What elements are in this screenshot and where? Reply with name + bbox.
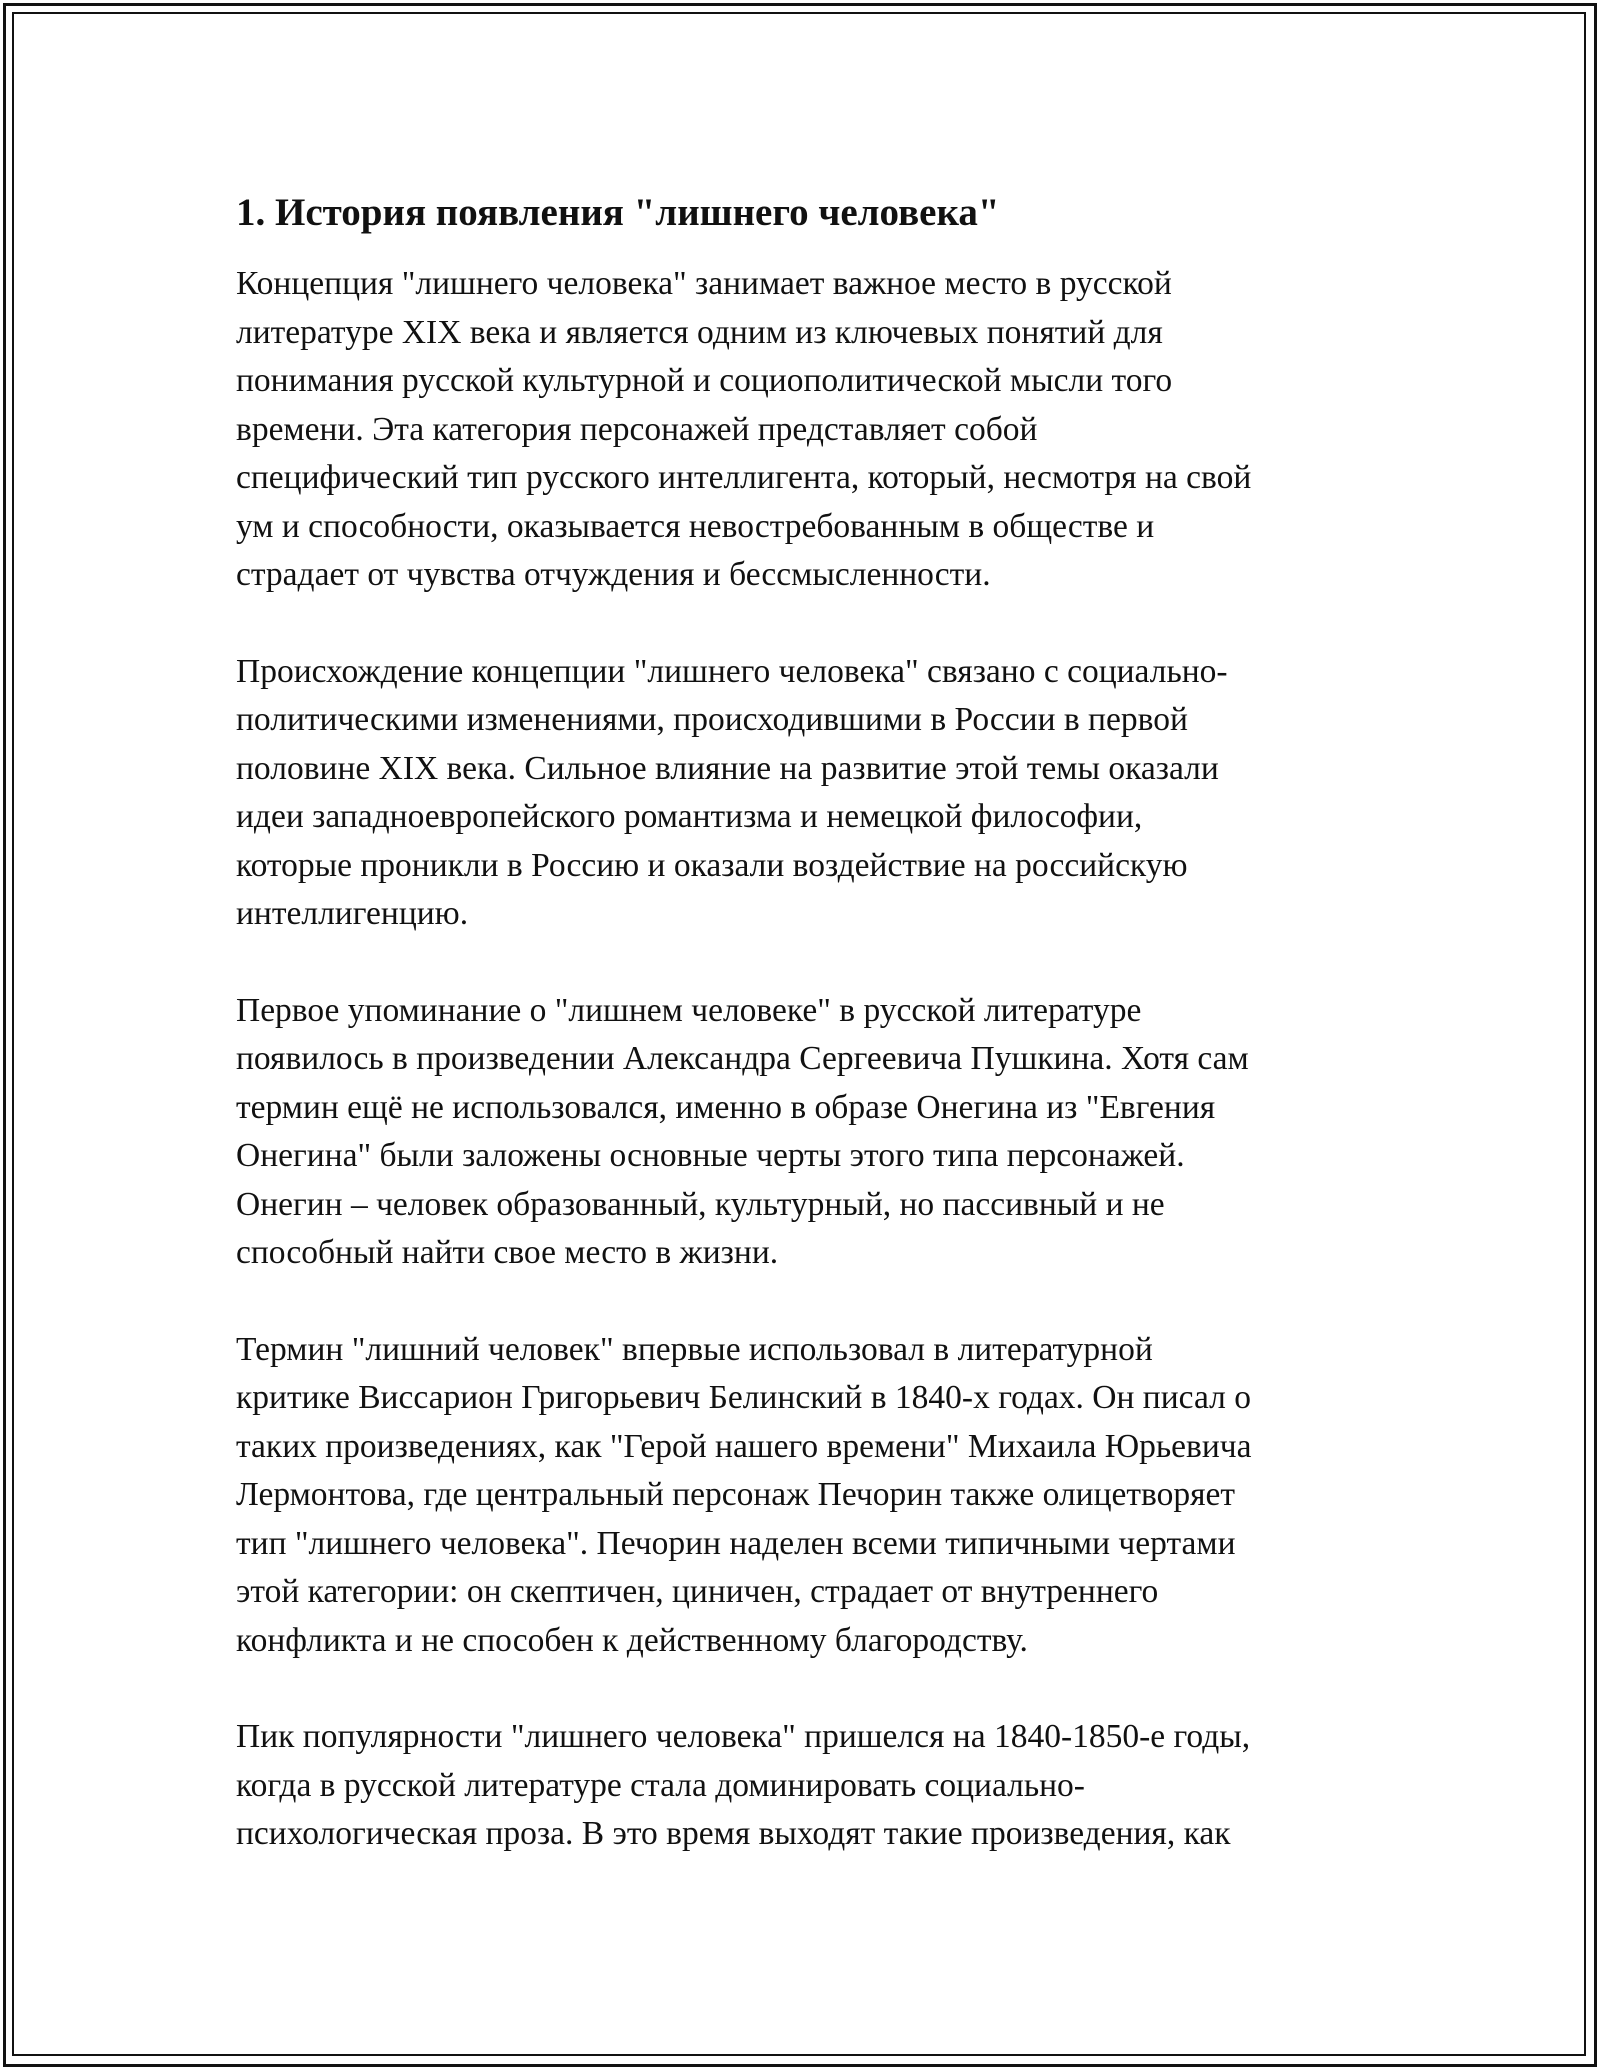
- text-line: тип "лишнего человека". Печорин наделен всеми типичными чертами: [236, 1524, 1236, 1562]
- section-heading: 1. История появления "лишнего человека": [236, 191, 1000, 234]
- text-line: Лермонтова, где центральный персонаж Печорин также олицетворяет: [236, 1476, 1236, 1513]
- text-line: Первое упоминание о "лишнем человеке" в русской литературе: [236, 991, 1142, 1029]
- text-line: термин ещё не использовался, именно в образе Онегина из "Евгения: [236, 1088, 1216, 1126]
- text-line: Онегин – человек образованный, культурный, но пассивный и не: [236, 1185, 1165, 1223]
- text-line: когда в русской литературе стала доминировать социально-: [236, 1766, 1085, 1804]
- text-line: половине XIX века. Сильное влияние на развитие этой темы оказали: [236, 749, 1219, 787]
- text-line: страдает от чувства отчуждения и бессмысленности.: [236, 556, 991, 593]
- text-line: способный найти свое место в жизни.: [236, 1234, 779, 1271]
- text-line: времени. Эта категория персонажей представляет собой: [236, 410, 1038, 448]
- text-line: Пик популярности "лишнего человека" пришелся на 1840-1850-е годы,: [236, 1718, 1251, 1755]
- text-line: понимания русской культурной и социополитической мысли того: [236, 362, 1173, 399]
- text-line: критике Виссарион Григорьевич Белинский в 1840-х годах. Он писал о: [236, 1379, 1251, 1416]
- text-line: психологическая проза. В это время выходят такие произведения, как: [236, 1815, 1231, 1852]
- text-line: таких произведениях, как "Герой нашего времени" Михаила Юрьевича: [236, 1427, 1252, 1465]
- text-line: Онегина" были заложены основные черты этого типа персонажей.: [236, 1137, 1185, 1174]
- text-line: конфликта и не способен к действенному благородству.: [236, 1621, 1028, 1659]
- text-line: Термин "лишний человек" впервые использовал в литературной: [236, 1330, 1153, 1368]
- text-line: Концепция "лишнего человека" занимает важное место в русской: [236, 265, 1172, 302]
- paragraph-1: [236, 260, 1366, 600]
- document-body: [236, 186, 1366, 1907]
- text-line: специфический тип русского интеллигента, который, несмотря на свой: [236, 459, 1252, 496]
- text-line: политическими изменениями, происходившими в России в первой: [236, 701, 1188, 738]
- text-line: литературе XIX века и является одним из ключевых понятий для: [236, 313, 1163, 351]
- text-line: которые проникли в Россию и оказали воздействие на российскую: [236, 846, 1188, 884]
- text-line: появилось в произведении Александра Сергеевича Пушкина. Хотя сам: [236, 1040, 1249, 1077]
- paragraph-2: [236, 648, 1366, 939]
- text-line: Происхождение концепции "лишнего человека" связано с социально-: [236, 652, 1228, 690]
- text-line: идеи западноевропейского романтизма и немецкой философии,: [236, 798, 1143, 835]
- text-line: этой категории: он скептичен, циничен, страдает от внутреннего: [236, 1573, 1159, 1610]
- text-line: интеллигенцию.: [236, 895, 469, 932]
- text-line: ум и способности, оказывается невостребованным в обществе и: [236, 507, 1155, 545]
- paragraph-3: [236, 987, 1366, 1278]
- paragraph-5: [236, 1713, 1366, 1859]
- paragraph-4: [236, 1326, 1366, 1666]
